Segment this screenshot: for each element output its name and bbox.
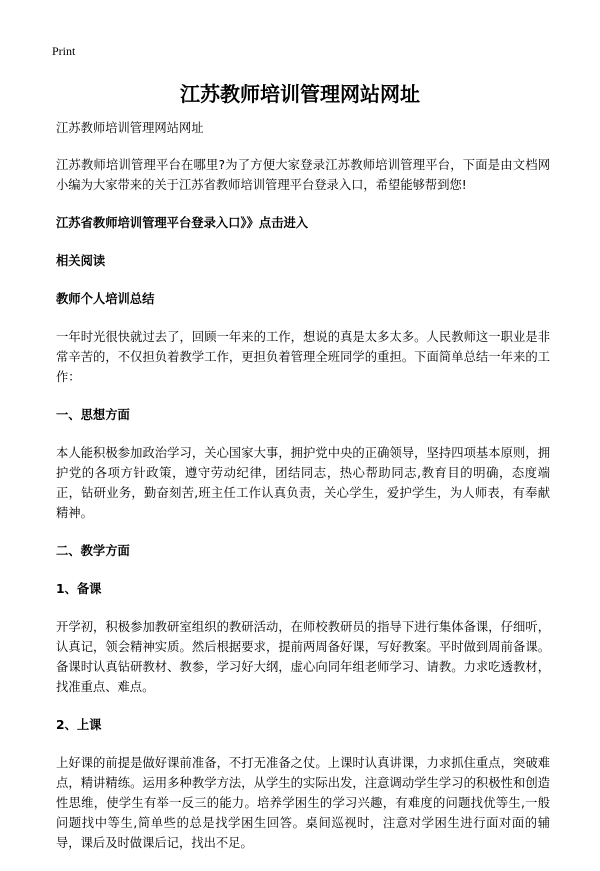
related-reading-heading: 相关阅读	[56, 254, 106, 268]
subsection-heading-preparation: 1、备课	[56, 582, 102, 596]
section-heading-thought: 一、思想方面	[56, 408, 130, 422]
subsection-preparation-paragraph: 开学初，积极参加教研室组织的教研活动，在师校教研员的指导下进行集体备课，仔细听，认真记，领会精神实质。然后根据要求，提前两周备好课，写好教案。平时做到周前备课。备课时认真钻研教材、教参，学习好大纲，虚心向同年组老师学习、请教。力求吃透教材，找准重点、难点。	[56, 620, 550, 694]
login-entry-link[interactable]: 江苏省教师培训管理平台登录入口》》点击进入	[56, 216, 309, 230]
section-thought-paragraph: 本人能积极参加政治学习，关心国家大事，拥护党中央的正确领导，坚持四项基本原则，拥护党的各项方针政策，遵守劳动纪律，团结同志，热心帮助同志,教育目的明确，态度端正，钻研业务，勤奋刻苦,班主任工作认真负责，关心学生，爱护学生，为人师表，有奉献精神。	[56, 446, 550, 520]
subsection-heading-class: 2、上课	[56, 718, 102, 732]
intro-paragraph: 江苏教师培训管理平台在哪里?为了方便大家登录江苏教师培训管理平台，下面是由文档网小编为大家带来的关于江苏省教师培训管理平台登录入口，希望能够帮到您!	[56, 158, 550, 192]
article-heading: 教师个人培训总结	[56, 292, 155, 306]
article-intro-paragraph: 一年时光很快就过去了，回顾一年来的工作，想说的真是太多太多。人民教师这一职业是非常辛苦的，不仅担负着教学工作，更担负着管理全班同学的重担。下面简单总结一年来的工作：	[56, 330, 550, 384]
page-title: 江苏教师培训管理网站网址	[180, 82, 420, 106]
document-body	[56, 118, 550, 871]
subsection-class-paragraph: 上好课的前提是做好课前准备，不打无准备之仗。上课时认真讲课，力求抓住重点，突破难点，精讲精练。运用多种教学方法，从学生的实际出发，注意调动学生学习的积极性和创造性思维，使学生有举一反三的能力。培养学困生的学习兴趣，有难度的问题找优等生,一般问题找中等生,简单些的总是找学困生回答。桌间巡视时，注意对学困生进行面对面的辅导，课后及时做课后记，找出不足。	[56, 756, 550, 850]
print-label: Print	[52, 44, 76, 58]
document-subtitle: 江苏教师培训管理网站网址	[56, 121, 204, 135]
section-heading-teaching: 二、教学方面	[56, 544, 130, 558]
